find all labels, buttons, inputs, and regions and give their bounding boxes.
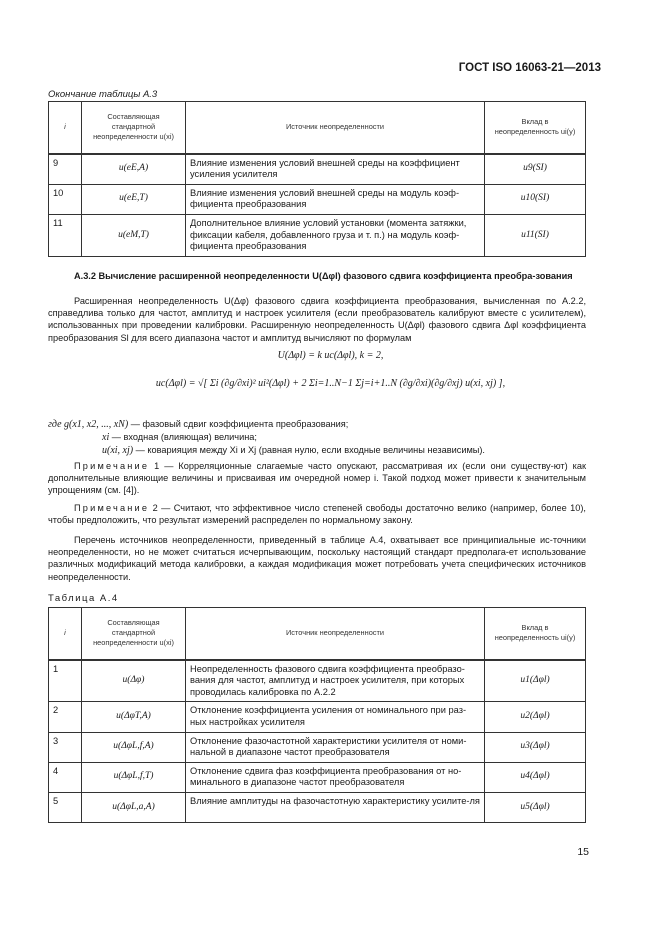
col-header-source: Источник неопределенности (186, 102, 485, 154)
col-header-i: i (49, 608, 82, 660)
table-row: 2 u(ΔφT,A) Отклонение коэффициента усиления от номинального при раз-ных настройках усилителя u2(Δφl) (49, 702, 586, 732)
paragraph-2: Перечень источников неопределенности, приведенный в таблице А.4, охватывает все принципиальные ис-точники неопределенности, но не может считаться исчерпывающим, поскольку настоящий стандарт предполага-ет использование различных модификаций метода калибровки, а каждая модификация может потребовать учета специфических источников неопределенности. (48, 535, 586, 582)
section-title: А.3.2 Вычисление расширенной неопределенности U(Δφl) фазового сдвига коэффициента преобра-зования (74, 271, 573, 281)
table-a3 (48, 101, 586, 257)
note-1: Примечание 1 — Корреляционные слагаемые часто опускают, рассматривая их (если они существу-ют) как дополнительные влияющие величины и присваивая им очередной номер i. Такой подход может привести к значительным упрощениям (см. [4]). (48, 461, 586, 496)
formula-combined-uncertainty: uc(Δφl) = √[ Σi (∂g/∂xi)² ui²(Δφl) + 2 Σi=1..N−1 Σj=i+1..N (∂g/∂xi)(∂g/∂xj) u(xi, xj) ], (155, 378, 506, 389)
note-2: Примечание 2 — Считают, что эффективное число степеней свободы достаточно велико (например, более 10), чтобы предположить, что результат измерений распределен по нормальному закону. (48, 503, 586, 526)
table-row: 1 u(Δφ) Неопределенность фазового сдвига коэффициента преобразо-вания для частот, амплитуд и настроек усилителя, при которых проводилась калибровка по А.2.2 u1(Δφl) (49, 660, 586, 702)
table-a3-caption: Окончание таблицы А.3 (48, 89, 158, 100)
where-item: где g(x1, x2, ..., xN) — фазовый сдвиг коэффициента преобразования; (48, 419, 349, 430)
table-row: 9 u(eE,A) Влияние изменения условий внешней среды на коэффициент усиления усилителя u9(SI) (49, 154, 586, 185)
table-row: 3 u(ΔφL,f,A) Отклонение фазочастотной характеристики усилителя от номи-нальной в диапазоне частот преобразователя u3(Δφl) (49, 732, 586, 762)
col-header-component: Составляющая стандартной неопределенности u(xi) (82, 102, 186, 154)
where-item: u(xi, xj) — коварияция между Xi и Xj (равная нулю, если входные величины независимы). (102, 445, 485, 456)
paragraph-1: Расширенная неопределенность U(Δφ) фазового сдвига коэффициента преобразования, вычисленная по А.2.2, справедлива только для частот, амплитуд и настроек усилителя (если преобразователь калибруют вместе с усилителем), использованных при проведении калибровки. Расширенную неопределенность U(Δφl) фазового сдвига Δφl коэффициента преобразования Sl для всего диапазона частот и амплитуд вычисляют по формулам (48, 296, 586, 343)
col-header-contribution: Вклад в неопределенность ui(y) (485, 102, 586, 154)
page-number: 15 (577, 846, 589, 858)
col-header-source: Источник неопределенности (186, 608, 485, 660)
col-header-component: Составляющая стандартной неопределенности u(xi) (82, 608, 186, 660)
where-item: xi — входная (влияющая) величина; (102, 432, 257, 443)
table-a4-caption: Таблица А.4 (48, 593, 119, 604)
table-row: 11 u(eM,T) Дополнительное влияние условий установки (момента затяжки, фиксации кабеля, добавленного груза и т. п.) на модуль коэф-фициента преобразования u11(SI) (49, 214, 586, 256)
table-row: 4 u(ΔφL,f,T) Отклонение сдвига фаз коэффициента преобразования от но-минального в диапазоне частот преобразователя u4(Δφl) (49, 762, 586, 792)
document-header: ГОСТ ISO 16063-21—2013 (458, 62, 601, 74)
table-row: 5 u(ΔφL,a,A) Влияние амплитуды на фазочастотную характеристику усилите-ля u5(Δφl) (49, 792, 586, 822)
where-list (48, 418, 485, 457)
table-row: 10 u(eE,T) Влияние изменения условий внешней среды на модуль коэф-фициента преобразования u10(SI) (49, 184, 586, 214)
col-header-i: i (49, 102, 82, 154)
table-a4 (48, 607, 586, 823)
formula-expanded-uncertainty: U(Δφl) = k uc(Δφl), k = 2, (277, 350, 384, 361)
col-header-contribution: Вклад в неопределенность ui(y) (485, 608, 586, 660)
